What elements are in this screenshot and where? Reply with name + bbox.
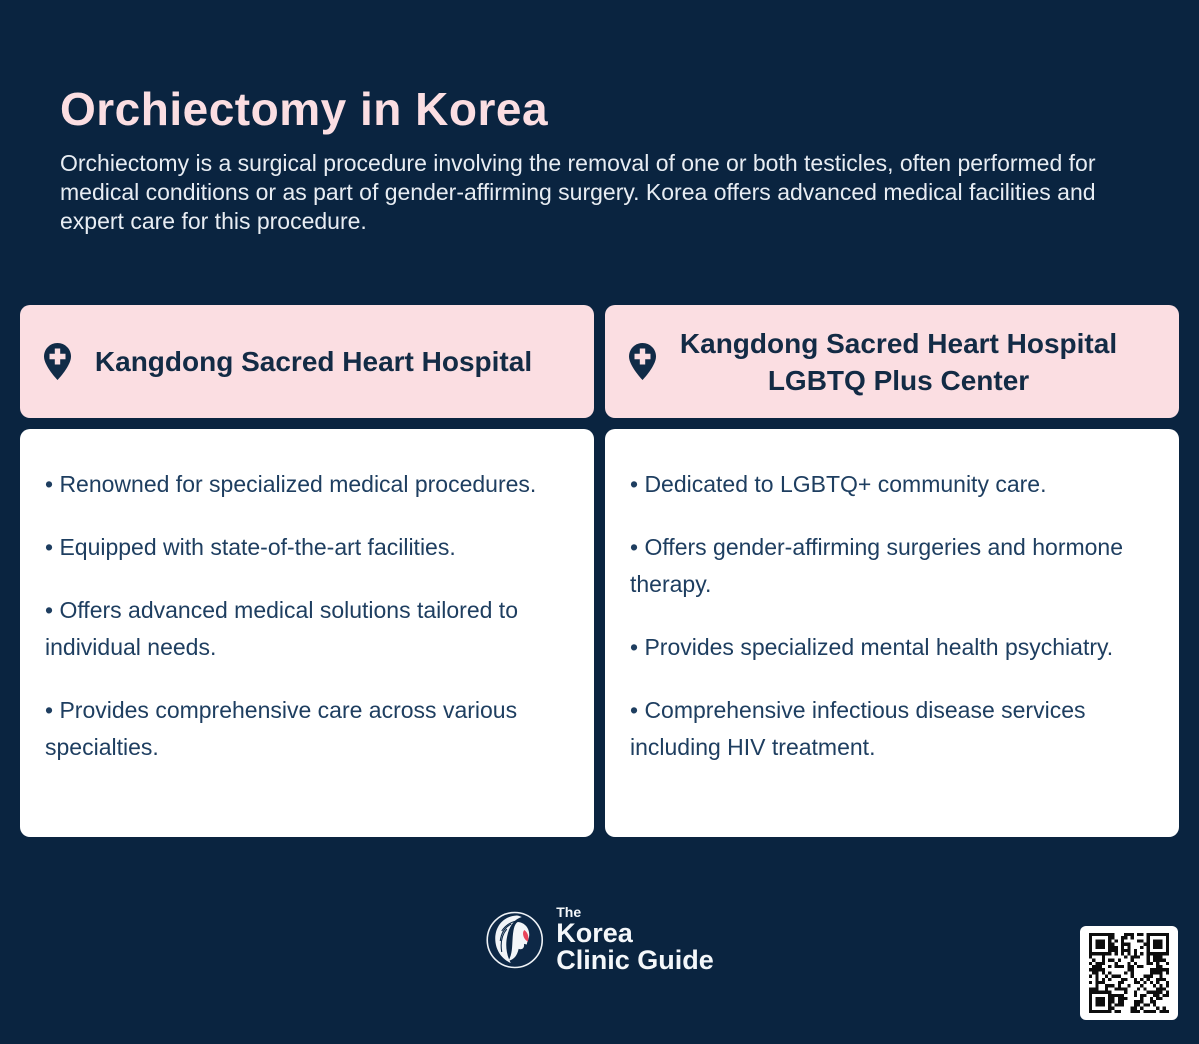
hospital-card-body <box>20 429 594 837</box>
logo-text <box>556 905 714 974</box>
bullet-item: • Comprehensive infectious disease services including HIV treatment. <box>630 697 1086 760</box>
hospital-card-title: Kangdong Sacred Heart Hospital <box>94 346 533 377</box>
bullet-item: • Provides comprehensive care across various specialties. <box>45 697 518 760</box>
korea-clinic-guide-logo-icon <box>485 911 543 969</box>
qr-code <box>1080 926 1178 1020</box>
page-intro-text: Orchiectomy is a surgical procedure involving the removal of one or both testicles, often performed for medical conditions or as part of gender-affirming surgery. Korea offers advanced medical facilities and expert care for this procedure. <box>60 150 1096 234</box>
bullet-item: • Provides specialized mental health psychiatry. <box>630 634 1114 660</box>
bullet-item: • Offers gender-affirming surgeries and hormone therapy. <box>630 534 1124 597</box>
hospital-card-header <box>20 305 594 418</box>
bullet-item: • Dedicated to LGBTQ+ community care. <box>630 471 1047 497</box>
bullet-item: • Equipped with state-of-the-art facilities. <box>45 534 456 560</box>
lgbtq-center-card-header <box>605 305 1179 418</box>
page-title: Orchiectomy in Korea <box>60 83 549 135</box>
lgbtq-center-card-body <box>605 429 1179 837</box>
korea-clinic-guide-logo <box>485 905 714 974</box>
location-pin-medical-icon <box>44 343 71 380</box>
bullet-item: • Renowned for specialized medical procedures. <box>45 471 537 497</box>
logo-line-korea: Korea <box>556 918 633 948</box>
bullet-item: • Offers advanced medical solutions tailored to individual needs. <box>45 597 518 660</box>
lgbtq-center-card-title: Kangdong Sacred Heart Hospital LGBTQ Plus Center <box>679 327 1118 396</box>
logo-line-the: The <box>556 904 582 920</box>
logo-line-clinic-guide: Clinic Guide <box>556 945 714 975</box>
location-pin-medical-icon <box>629 343 656 380</box>
